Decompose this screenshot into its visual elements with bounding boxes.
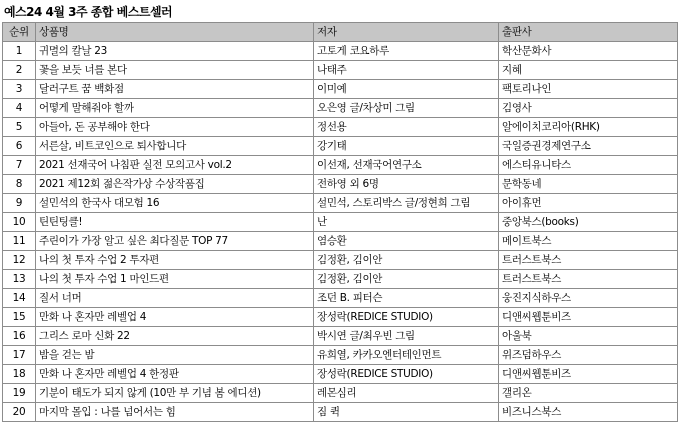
- author-cell: 전하영 외 6명: [314, 175, 499, 194]
- rank-cell: 10: [3, 213, 36, 232]
- publisher-cell: 국일증권경제연구소: [499, 137, 678, 156]
- bestseller-table: [2, 22, 678, 422]
- author-cell: 김정환, 김이안: [314, 270, 499, 289]
- book-title-cell: 마지막 몰입 : 나를 넘어서는 힘: [36, 403, 314, 422]
- table-row: [3, 327, 678, 346]
- author-cell: 이미예: [314, 80, 499, 99]
- book-title-cell: 만화 나 혼자만 레벨업 4 한정판: [36, 365, 314, 384]
- rank-cell: 16: [3, 327, 36, 346]
- book-title-cell: 서른살, 비트코인으로 퇴사합니다: [36, 137, 314, 156]
- table-row: [3, 289, 678, 308]
- publisher-cell: 학산문화사: [499, 42, 678, 61]
- author-cell: 나태주: [314, 61, 499, 80]
- table-row: [3, 137, 678, 156]
- book-title-cell: 귀멸의 칼날 23: [36, 42, 314, 61]
- header-row: [3, 23, 678, 42]
- page-title: 예스24 4월 3주 종합 베스트셀러: [4, 5, 173, 19]
- book-title-cell: 어떻게 말해줘야 할까: [36, 99, 314, 118]
- publisher-cell: 중앙북스(books): [499, 213, 678, 232]
- table-row: [3, 99, 678, 118]
- table-row: [3, 365, 678, 384]
- header-book: 상품명: [36, 23, 314, 42]
- rank-cell: 11: [3, 232, 36, 251]
- book-title-cell: 틴틴팅클!: [36, 213, 314, 232]
- publisher-cell: 김영사: [499, 99, 678, 118]
- rank-cell: 1: [3, 42, 36, 61]
- author-cell: 조던 B. 피터슨: [314, 289, 499, 308]
- book-title-cell: 기분이 태도가 되지 않게 (10만 부 기념 봄 에디션): [36, 384, 314, 403]
- table-row: [3, 118, 678, 137]
- table-row: [3, 42, 678, 61]
- publisher-cell: 디앤씨웹툰비즈: [499, 308, 678, 327]
- book-title-cell: 2021 제12회 젊은작가상 수상작품집: [36, 175, 314, 194]
- book-title-cell: 달러구트 꿈 백화점: [36, 80, 314, 99]
- author-cell: 이선재, 선재국어연구소: [314, 156, 499, 175]
- publisher-cell: 아울북: [499, 327, 678, 346]
- author-cell: 장성락(REDICE STUDIO): [314, 365, 499, 384]
- publisher-cell: 아이휴먼: [499, 194, 678, 213]
- book-title-cell: 질서 너머: [36, 289, 314, 308]
- author-cell: 김정환, 김이안: [314, 251, 499, 270]
- rank-cell: 12: [3, 251, 36, 270]
- author-cell: 장성락(REDICE STUDIO): [314, 308, 499, 327]
- book-title-cell: 꽃을 보듯 너를 본다: [36, 61, 314, 80]
- publisher-cell: 갤리온: [499, 384, 678, 403]
- author-cell: 염승환: [314, 232, 499, 251]
- publisher-cell: 팩토리나인: [499, 80, 678, 99]
- rank-cell: 7: [3, 156, 36, 175]
- author-cell: 짐 퀵: [314, 403, 499, 422]
- book-title-cell: 2021 선재국어 나침판 실전 모의고사 vol.2: [36, 156, 314, 175]
- rank-cell: 9: [3, 194, 36, 213]
- rank-cell: 18: [3, 365, 36, 384]
- rank-cell: 4: [3, 99, 36, 118]
- table-row: [3, 308, 678, 327]
- author-cell: 오은영 글/차상미 그림: [314, 99, 499, 118]
- table-row: [3, 213, 678, 232]
- book-title-cell: 만화 나 혼자만 레벨업 4: [36, 308, 314, 327]
- rank-cell: 5: [3, 118, 36, 137]
- author-cell: 설민석, 스토리박스 글/정현희 그림: [314, 194, 499, 213]
- table-row: [3, 251, 678, 270]
- book-title-cell: 나의 첫 투자 수업 1 마인드편: [36, 270, 314, 289]
- rank-cell: 6: [3, 137, 36, 156]
- table-row: [3, 194, 678, 213]
- header-publisher: 출판사: [499, 23, 678, 42]
- publisher-cell: 트러스트북스: [499, 251, 678, 270]
- table-row: [3, 232, 678, 251]
- book-title-cell: 아들아, 돈 공부해야 한다: [36, 118, 314, 137]
- author-cell: 유희열, 카카오엔터테인먼트: [314, 346, 499, 365]
- author-cell: 고토게 코요하루: [314, 42, 499, 61]
- book-title-cell: 설민석의 한국사 대모험 16: [36, 194, 314, 213]
- author-cell: 난: [314, 213, 499, 232]
- rank-cell: 8: [3, 175, 36, 194]
- table-row: [3, 175, 678, 194]
- rank-cell: 13: [3, 270, 36, 289]
- table-row: [3, 384, 678, 403]
- author-cell: 정선용: [314, 118, 499, 137]
- table-row: [3, 80, 678, 99]
- book-title-cell: 그리스 로마 신화 22: [36, 327, 314, 346]
- book-title-cell: 주린이가 가장 알고 싶은 최다질문 TOP 77: [36, 232, 314, 251]
- publisher-cell: 비즈니스북스: [499, 403, 678, 422]
- publisher-cell: 트러스트북스: [499, 270, 678, 289]
- publisher-cell: 지혜: [499, 61, 678, 80]
- rank-cell: 15: [3, 308, 36, 327]
- publisher-cell: 위즈덤하우스: [499, 346, 678, 365]
- book-title-cell: 나의 첫 투자 수업 2 투자편: [36, 251, 314, 270]
- table-row: [3, 270, 678, 289]
- book-title-cell: 밤을 걷는 밤: [36, 346, 314, 365]
- publisher-cell: 문학동네: [499, 175, 678, 194]
- header-rank: 순위: [3, 23, 36, 42]
- table-row: [3, 346, 678, 365]
- rank-cell: 19: [3, 384, 36, 403]
- table-row: [3, 61, 678, 80]
- publisher-cell: 알에이치코리아(RHK): [499, 118, 678, 137]
- table-row: [3, 403, 678, 422]
- rank-cell: 2: [3, 61, 36, 80]
- rank-cell: 20: [3, 403, 36, 422]
- rank-cell: 14: [3, 289, 36, 308]
- author-cell: 강기태: [314, 137, 499, 156]
- rank-cell: 3: [3, 80, 36, 99]
- author-cell: 박시연 글/최우빈 그림: [314, 327, 499, 346]
- header-author: 저자: [314, 23, 499, 42]
- publisher-cell: 메이트북스: [499, 232, 678, 251]
- table-body: [3, 42, 678, 422]
- rank-cell: 17: [3, 346, 36, 365]
- publisher-cell: 디앤씨웹툰비즈: [499, 365, 678, 384]
- author-cell: 레몬심리: [314, 384, 499, 403]
- publisher-cell: 에스티유니타스: [499, 156, 678, 175]
- publisher-cell: 웅진지식하우스: [499, 289, 678, 308]
- table-row: [3, 156, 678, 175]
